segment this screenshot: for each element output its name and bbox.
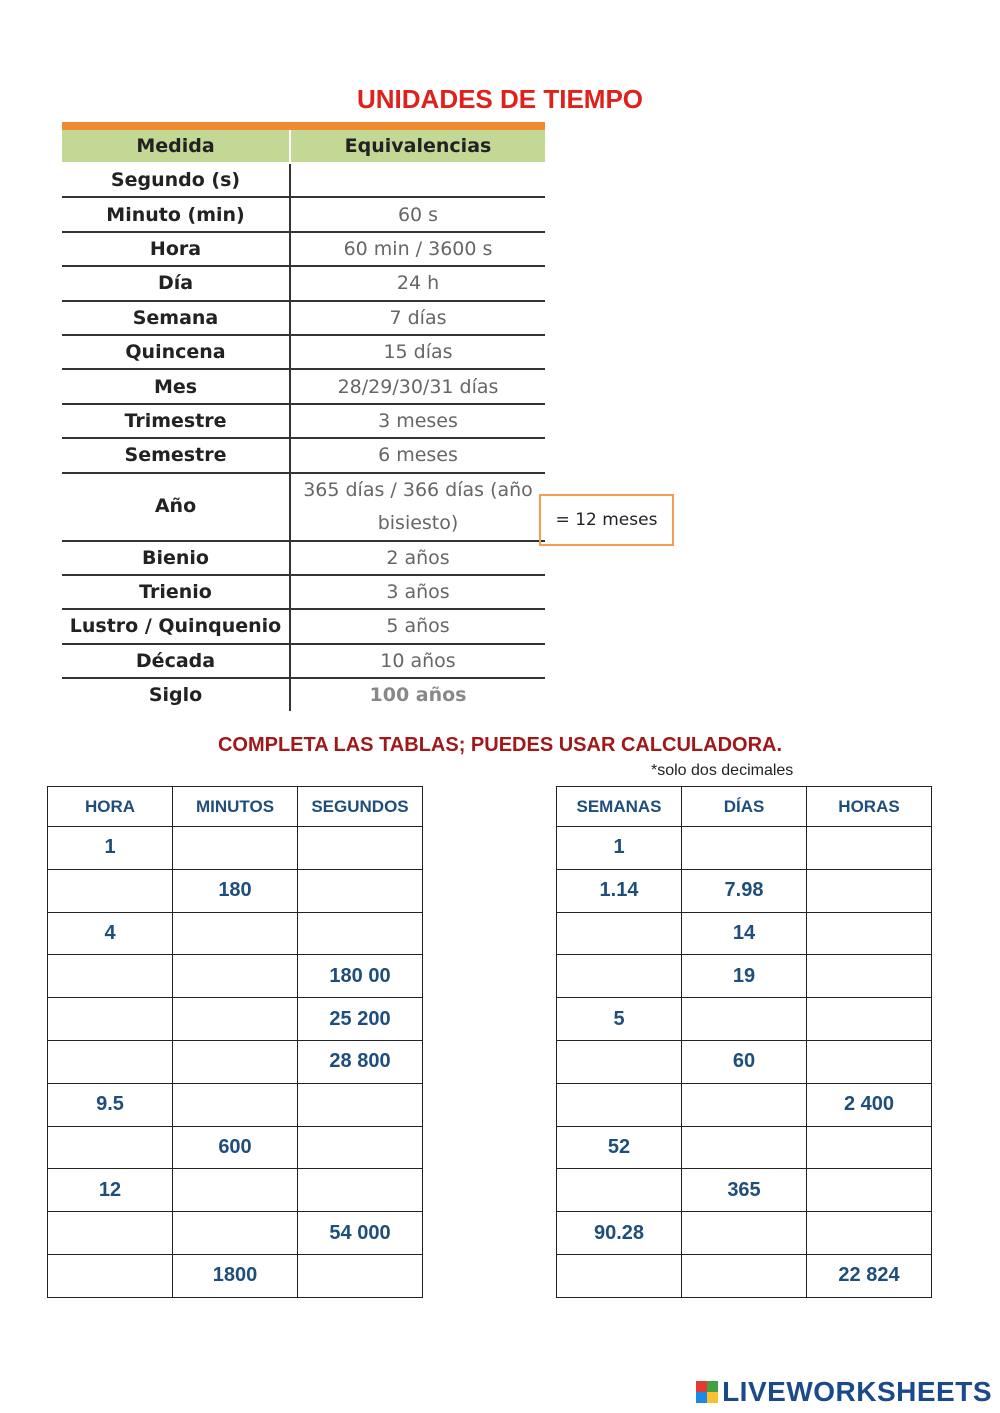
table-cell[interactable]: 365 — [682, 1169, 807, 1212]
table-cell[interactable]: 180 — [173, 869, 298, 912]
reference-table — [62, 122, 545, 711]
table-cell[interactable]: 1 — [557, 827, 682, 870]
weeks-days-hours-table — [556, 786, 932, 1298]
table-cell[interactable] — [807, 1040, 932, 1083]
table-cell[interactable] — [807, 998, 932, 1041]
medida-cell: Trienio — [62, 575, 290, 609]
table-cell[interactable] — [173, 1212, 298, 1255]
table-cell[interactable]: 5 — [557, 998, 682, 1041]
equivalencia-cell: 60 min / 3600 s — [290, 232, 545, 266]
table-row — [557, 1254, 932, 1297]
table-cell[interactable] — [682, 1254, 807, 1297]
table-row — [557, 912, 932, 955]
reference-header-medida: Medida — [62, 130, 290, 163]
medida-cell: Día — [62, 266, 290, 300]
table-cell[interactable]: 600 — [173, 1126, 298, 1169]
table-cell[interactable] — [298, 912, 423, 955]
equivalencia-cell: 3 meses — [290, 404, 545, 438]
reference-table-top-bar — [62, 122, 545, 130]
equivalencia-cell: 7 días — [290, 301, 545, 335]
table-cell[interactable] — [807, 912, 932, 955]
table-cell[interactable]: 4 — [48, 912, 173, 955]
table-cell[interactable] — [173, 912, 298, 955]
medida-cell: Semana — [62, 301, 290, 335]
table-cell[interactable]: 1.14 — [557, 869, 682, 912]
table-cell[interactable] — [173, 1040, 298, 1083]
logo-square — [696, 1381, 707, 1392]
medida-cell: Lustro / Quinquenio — [62, 609, 290, 643]
table-row — [557, 998, 932, 1041]
table-row — [48, 869, 423, 912]
table-cell[interactable] — [557, 1083, 682, 1126]
table-cell[interactable] — [682, 1212, 807, 1255]
medida-cell: Mes — [62, 369, 290, 403]
table-cell[interactable]: 14 — [682, 912, 807, 955]
table-cell[interactable] — [807, 869, 932, 912]
table-cell[interactable] — [48, 998, 173, 1041]
medida-cell: Minuto (min) — [62, 197, 290, 231]
table-row — [48, 1083, 423, 1126]
equivalencia-cell — [290, 163, 545, 197]
equivalencia-cell: 100 años — [290, 678, 545, 711]
table-cell[interactable] — [682, 1083, 807, 1126]
table-row — [48, 1040, 423, 1083]
table-row — [48, 955, 423, 998]
medida-cell: Bienio — [62, 541, 290, 575]
table-cell[interactable]: 25 200 — [298, 998, 423, 1041]
table-cell[interactable]: 52 — [557, 1126, 682, 1169]
table-cell[interactable]: 7.98 — [682, 869, 807, 912]
logo-square — [696, 1392, 707, 1403]
table-row — [48, 827, 423, 870]
table-cell[interactable] — [173, 1083, 298, 1126]
equivalencia-cell — [290, 473, 545, 541]
equivalencia-cell: 24 h — [290, 266, 545, 300]
table-cell[interactable] — [298, 1126, 423, 1169]
table-cell[interactable] — [807, 1126, 932, 1169]
table-cell[interactable] — [682, 827, 807, 870]
table-cell[interactable] — [48, 1126, 173, 1169]
table-row — [557, 1040, 932, 1083]
medida-cell: Hora — [62, 232, 290, 266]
table-cell[interactable] — [48, 1212, 173, 1255]
column-header: HORA — [48, 787, 173, 827]
table-cell[interactable] — [173, 955, 298, 998]
table-cell[interactable] — [557, 1254, 682, 1297]
logo-icon — [696, 1381, 718, 1403]
column-header: SEMANAS — [557, 787, 682, 827]
table-cell[interactable]: 54 000 — [298, 1212, 423, 1255]
table-cell[interactable] — [173, 1169, 298, 1212]
table-cell[interactable]: 90.28 — [557, 1212, 682, 1255]
medida-cell: Trimestre — [62, 404, 290, 438]
table-row — [48, 1169, 423, 1212]
page-title: UNIDADES DE TIEMPO — [356, 84, 644, 114]
table-cell[interactable] — [298, 827, 423, 870]
table-cell[interactable] — [807, 955, 932, 998]
table-row — [557, 827, 932, 870]
table-row — [557, 1212, 932, 1255]
table-cell[interactable]: 180 00 — [298, 955, 423, 998]
table-cell[interactable]: 1800 — [173, 1254, 298, 1297]
table-row — [48, 912, 423, 955]
table-row — [557, 955, 932, 998]
equivalencia-cell: 28/29/30/31 días — [290, 369, 545, 403]
table-row — [48, 1254, 423, 1297]
reference-header-equivalencias: Equivalencias — [290, 130, 545, 163]
table-cell[interactable] — [173, 998, 298, 1041]
table-cell[interactable] — [557, 955, 682, 998]
equivalencia-line: bisiesto) — [377, 511, 459, 534]
hours-minutes-seconds-table — [47, 786, 423, 1298]
table-cell[interactable]: 12 — [48, 1169, 173, 1212]
year-months-note: = 12 meses — [539, 494, 674, 546]
medida-cell: Década — [62, 644, 290, 678]
table-cell[interactable] — [173, 827, 298, 870]
logo-text: LIVEWORKSHEETS — [722, 1376, 992, 1407]
table-cell[interactable] — [682, 998, 807, 1041]
equivalencia-cell: 6 meses — [290, 438, 545, 472]
table-cell[interactable]: 60 — [682, 1040, 807, 1083]
equivalencia-line: 365 días / 366 días (año — [303, 478, 533, 501]
equivalencia-cell: 5 años — [290, 609, 545, 643]
table-cell[interactable] — [557, 1169, 682, 1212]
table-cell[interactable] — [48, 1254, 173, 1297]
table-row — [557, 1083, 932, 1126]
medida-cell: Semestre — [62, 438, 290, 472]
table-cell[interactable]: 28 800 — [298, 1040, 423, 1083]
medida-cell: Segundo (s) — [62, 163, 290, 197]
table-cell[interactable] — [682, 1126, 807, 1169]
table-row — [48, 998, 423, 1041]
table-cell[interactable] — [557, 1040, 682, 1083]
table-cell[interactable] — [807, 1212, 932, 1255]
table-row — [557, 1126, 932, 1169]
table-cell[interactable] — [807, 1169, 932, 1212]
equivalencia-cell: 2 años — [290, 541, 545, 575]
medida-cell: Siglo — [62, 678, 290, 711]
medida-cell: Año — [62, 473, 290, 541]
instruction-text: COMPLETA LAS TABLAS; PUEDES USAR CALCULADORA. — [217, 734, 783, 756]
logo-square — [707, 1381, 718, 1392]
table-cell[interactable] — [557, 912, 682, 955]
logo-square — [707, 1392, 718, 1403]
table-cell[interactable] — [298, 1083, 423, 1126]
equivalencia-cell: 15 días — [290, 335, 545, 369]
table-cell[interactable]: 19 — [682, 955, 807, 998]
table-cell[interactable]: 1 — [48, 827, 173, 870]
table-cell[interactable] — [48, 955, 173, 998]
table-cell[interactable]: 9.5 — [48, 1083, 173, 1126]
column-header: HORAS — [807, 787, 932, 827]
liveworksheets-logo — [696, 1376, 992, 1408]
equivalencia-cell: 60 s — [290, 197, 545, 231]
column-header: DÍAS — [682, 787, 807, 827]
table-cell[interactable] — [48, 1040, 173, 1083]
column-header: MINUTOS — [173, 787, 298, 827]
table-row — [557, 869, 932, 912]
footnote-text: *solo dos decimales — [651, 762, 794, 779]
equivalencia-cell: 10 años — [290, 644, 545, 678]
table-cell[interactable]: 2 400 — [807, 1083, 932, 1126]
table-cell[interactable] — [298, 869, 423, 912]
medida-cell: Quincena — [62, 335, 290, 369]
table-cell[interactable] — [48, 869, 173, 912]
table-row — [48, 1126, 423, 1169]
equivalencia-cell: 3 años — [290, 575, 545, 609]
table-cell[interactable] — [298, 1169, 423, 1212]
table-cell[interactable] — [807, 827, 932, 870]
table-cell[interactable] — [298, 1254, 423, 1297]
column-header: SEGUNDOS — [298, 787, 423, 827]
table-row — [48, 1212, 423, 1255]
table-cell[interactable]: 22 824 — [807, 1254, 932, 1297]
table-row — [557, 1169, 932, 1212]
